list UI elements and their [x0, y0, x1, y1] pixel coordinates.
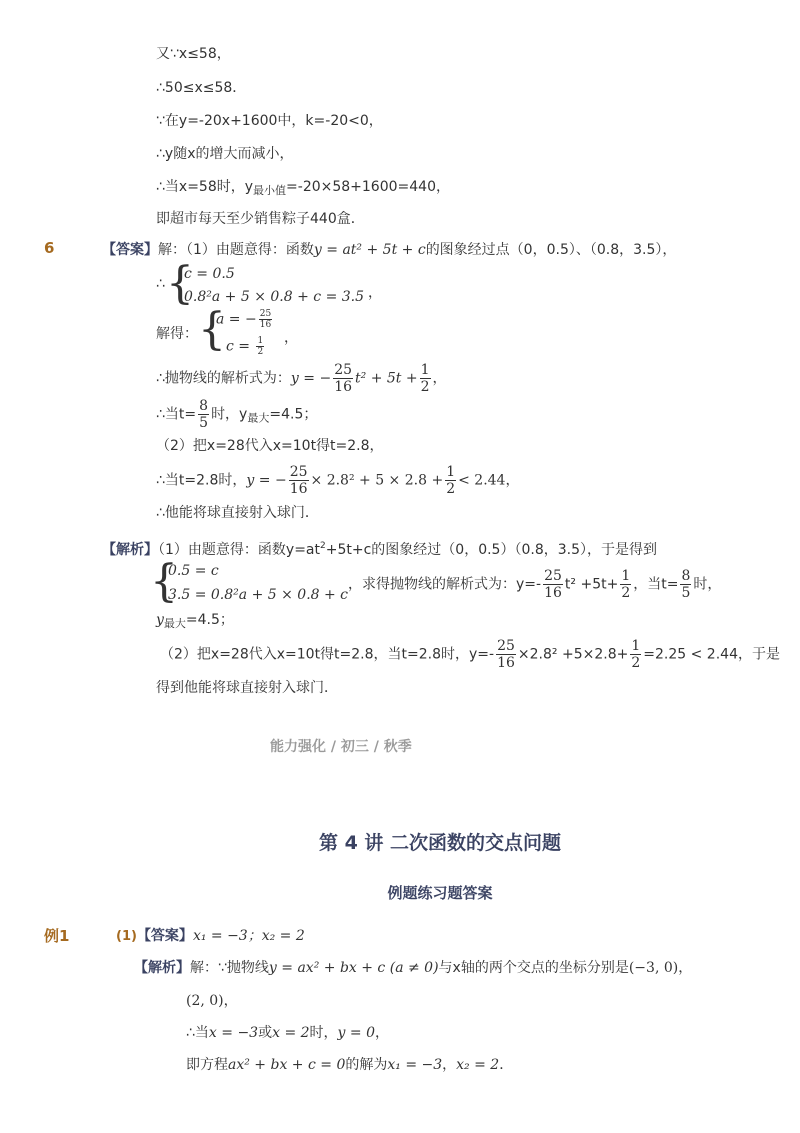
text: ∴当: [186, 1025, 209, 1041]
part-number: (1): [116, 929, 137, 944]
text-line: （2）把x=28代入x=10t得t=2.8，: [156, 438, 384, 454]
text: a = −: [216, 311, 257, 328]
text: 的解为: [345, 1057, 388, 1073]
lecture-title: 第 4 讲 二次函数的交点问题: [318, 832, 562, 854]
numerator: 25: [289, 464, 308, 480]
text: =4.5；: [269, 406, 318, 423]
text: ，当t=: [633, 576, 679, 593]
math: x₁ = −3；x₂ = 2: [192, 928, 305, 944]
brace: {: [166, 258, 194, 309]
math: y = 0: [337, 1025, 375, 1041]
numerator: 8: [199, 398, 209, 414]
text-line: ∴50≤x≤58．: [156, 80, 247, 96]
text-line: 又∵x≤58，: [156, 46, 231, 62]
brace: {: [150, 556, 178, 607]
text: ∴当t=2.8时，: [156, 472, 247, 489]
text-line: [348, 568, 721, 601]
answer-line: [102, 240, 676, 260]
subscript: 最小值: [253, 184, 287, 197]
denominator: 2: [621, 585, 631, 601]
denominator: 16: [544, 585, 562, 601]
text-line: 即超市每天至少销售粽子440盒．: [156, 211, 365, 227]
math: × 2.8² + 5 × 2.8 +: [310, 472, 444, 489]
brace: {: [198, 304, 226, 355]
numerator: 25: [334, 362, 353, 378]
text: 时，: [693, 576, 722, 593]
answer-line: [116, 926, 305, 947]
denominator: 16: [497, 655, 515, 671]
text: 解：（1）由题意得：函数: [158, 242, 314, 258]
subscript: 最大: [163, 617, 186, 630]
numerator: 8: [681, 568, 691, 584]
text: ×2.8² +5×2.8+: [517, 646, 629, 663]
math: ax² + bx + c = 0: [228, 1057, 346, 1073]
math: x₂ = 2: [456, 1057, 500, 1073]
analysis-line: [102, 536, 657, 560]
text-line: ∴y随x的增大而减小，: [156, 146, 294, 162]
math: (−3, 0)，: [628, 960, 693, 976]
question-number: 6: [44, 239, 55, 257]
numerator: 25: [544, 568, 562, 584]
text: （2）把x=28代入x=10t得t=2.8，当t=2.8时，y=-: [160, 646, 495, 663]
text: 解：∵抛物线: [190, 960, 269, 976]
text-line: [156, 464, 519, 497]
text: ，: [442, 1057, 457, 1073]
denominator: 16: [334, 379, 353, 395]
math: x₁ = −3: [387, 1057, 443, 1073]
text: 解得：: [156, 326, 198, 342]
equation-row: c = 0.5: [184, 266, 235, 282]
text-line: [156, 177, 450, 201]
text-line: [186, 1023, 389, 1043]
numerator: 1: [420, 362, 430, 378]
text-line: (2, 0)，: [186, 993, 238, 1009]
numerator: 1: [631, 638, 641, 654]
analysis-tag: 【解析】: [134, 960, 190, 976]
text: 即方程: [186, 1057, 228, 1073]
math: y = −: [246, 472, 287, 489]
text-line: [156, 398, 317, 434]
answer-tag: 【答案】: [102, 242, 158, 258]
denominator: 2: [446, 481, 456, 497]
text: 时，y: [211, 406, 248, 423]
text: ∴当x=58时，y: [156, 179, 254, 195]
math: x = 2: [272, 1025, 310, 1041]
text: 或: [258, 1025, 273, 1041]
equation-row: 0.8²a + 5 × 0.8 + c = 3.5: [184, 289, 365, 305]
math: y = ax² + bx + c (a ≠ 0): [268, 960, 439, 976]
text: ，求得抛物线的解析式为：y=-: [348, 576, 542, 593]
text: ，: [284, 330, 298, 346]
text: ∴抛物线的解析式为：: [156, 370, 291, 387]
text: ∴当t=: [156, 406, 197, 423]
text: ，: [432, 370, 447, 387]
denominator: 2: [257, 347, 264, 357]
text: ，: [368, 285, 382, 301]
text-line: 得到他能将球直接射入球门．: [156, 680, 338, 696]
text: ，: [374, 1025, 389, 1041]
math: y: [156, 612, 164, 628]
equation-row: 3.5 = 0.8²a + 5 × 0.8 + c: [168, 587, 349, 603]
math: t² + 5t +: [355, 370, 418, 387]
equation-row: [226, 336, 266, 357]
math: x = −3: [208, 1025, 259, 1041]
equation-row: 0.5 = c: [168, 563, 219, 579]
numerator: 1: [621, 568, 631, 584]
text: c =: [226, 338, 255, 355]
math: y = at² + 5t + c: [313, 242, 426, 258]
text-line: [156, 610, 234, 634]
numerator: 1: [446, 464, 456, 480]
subscript: 最大: [247, 411, 270, 425]
text: t² +5t+: [564, 576, 619, 593]
text-line: [186, 1055, 513, 1075]
page-footer: 能力强化 / 初三 / 秋季: [270, 739, 412, 755]
denominator: 5: [681, 585, 691, 601]
text: 的图象经过点（0，0.5）、（0.8，3.5），: [425, 242, 677, 258]
numerator: 1: [257, 336, 264, 346]
denominator: 5: [199, 415, 209, 431]
numerator: 25: [497, 638, 515, 654]
math: y = −: [290, 370, 332, 387]
text-line: ∵在y=-20x+1600中，k=-20<0，: [156, 113, 383, 129]
therefore: ∴: [156, 276, 165, 292]
text-line: [156, 362, 447, 395]
text: ．: [499, 1057, 514, 1073]
section-title: 例题练习题答案: [387, 884, 493, 902]
text-line: ∴他能将球直接射入球门．: [156, 505, 319, 521]
denominator: 2: [420, 379, 430, 395]
equation-row: [216, 309, 274, 330]
text: =2.25 < 2.44，于是: [643, 646, 780, 663]
text: 时，: [309, 1025, 338, 1041]
text: 与x轴的两个交点的坐标分别是: [438, 960, 629, 976]
text: （1）由题意得：函数y=at: [158, 542, 320, 558]
text-line: [160, 638, 780, 671]
analysis-line: [134, 958, 692, 978]
numerator: 25: [259, 309, 272, 319]
math: < 2.44，: [458, 472, 520, 489]
analysis-tag: 【解析】: [102, 542, 158, 558]
example-label: 例1: [44, 927, 70, 945]
answer-tag: 【答案】: [136, 928, 193, 944]
denominator: 2: [631, 655, 641, 671]
text: =-20×58+1600=440，: [286, 179, 450, 195]
superscript: 2: [320, 541, 326, 551]
denominator: 16: [259, 320, 272, 330]
denominator: 16: [289, 481, 308, 497]
text: +5t+c的图象经过（0，0.5）（0.8，3.5），于是得到: [325, 542, 657, 558]
text: =4.5；: [185, 612, 234, 628]
